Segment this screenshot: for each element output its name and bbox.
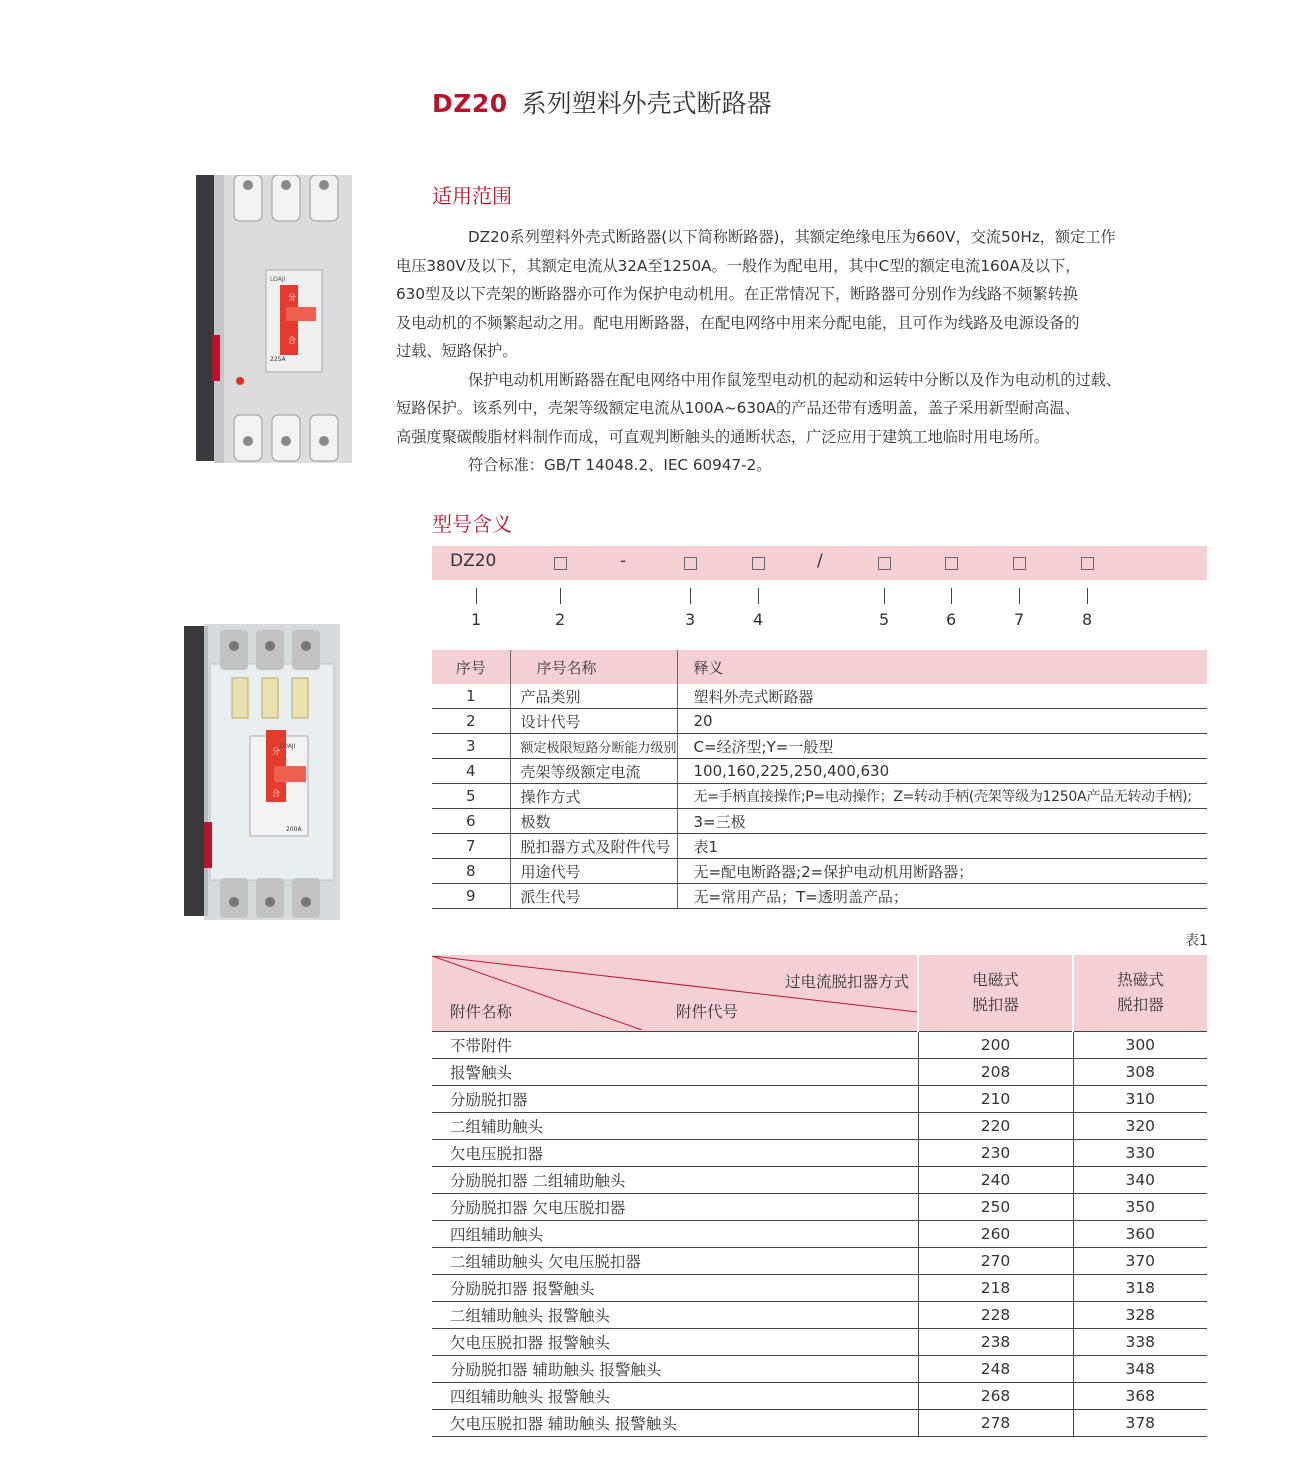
code-thermomagnetic: 370 xyxy=(1073,1248,1207,1275)
code-thermomagnetic: 310 xyxy=(1073,1086,1207,1113)
table-row xyxy=(432,1383,1207,1410)
scope-p1-line-4: 及电动机的不频繁起动之用。配电用断路器，在配电网络中用来分配电能，且可作为线路及电源设备的 xyxy=(396,313,1080,332)
row-meaning: 20 xyxy=(677,709,1207,734)
code-electromagnetic: 218 xyxy=(918,1275,1073,1302)
meaning-table-header xyxy=(432,650,1207,684)
table-row xyxy=(432,1302,1207,1329)
table-row xyxy=(432,784,1207,809)
breaker-image-1 xyxy=(196,175,356,465)
row-meaning: 无=配电断路器;2=保护电动机用断路器； xyxy=(677,859,1207,884)
scope-paragraph-1 xyxy=(396,223,1212,366)
table-row xyxy=(432,1329,1207,1356)
model-code-slash: / xyxy=(817,551,823,571)
accessory-name: 欠电压脱扣器 报警触头 xyxy=(432,1329,918,1356)
code-electromagnetic: 200 xyxy=(918,1032,1073,1059)
breaker1-brand: LOAJI xyxy=(270,276,286,283)
model-meaning-table xyxy=(432,650,1207,909)
code-tick-3 xyxy=(690,588,691,604)
scope-p1-line-5: 过载、短路保护。 xyxy=(396,342,518,360)
accessory-name: 分励脱扣器 欠电压脱扣器 xyxy=(432,1194,918,1221)
table1 xyxy=(432,955,1207,1437)
code-thermomagnetic: 328 xyxy=(1073,1302,1207,1329)
table-row xyxy=(432,734,1207,759)
table-row xyxy=(432,1221,1207,1248)
code-electromagnetic: 250 xyxy=(918,1194,1073,1221)
header-thermomagnetic xyxy=(1073,955,1207,1032)
section-heading-scope: 适用范围 xyxy=(432,184,512,208)
table-row xyxy=(432,1032,1207,1059)
code-electromagnetic: 278 xyxy=(918,1410,1073,1437)
code-electromagnetic: 220 xyxy=(918,1113,1073,1140)
row-name: 设计代号 xyxy=(510,709,677,734)
scope-p1-line-2: 电压380V及以下，其额定电流从32A至1250A。一般作为配电用，其中C型的额定电流160A及以下， xyxy=(396,256,1081,275)
diag-top-label: 过电流脱扣器方式 xyxy=(784,973,909,991)
code-thermomagnetic: 330 xyxy=(1073,1140,1207,1167)
breaker2-handle-bottom: 合 xyxy=(272,789,280,798)
accessory-name: 分励脱扣器 报警触头 xyxy=(432,1275,918,1302)
title-name: 系列塑料外壳式断路器 xyxy=(521,89,772,118)
code-thermomagnetic: 338 xyxy=(1073,1329,1207,1356)
code-position-8: 8 xyxy=(1082,610,1093,629)
header-col2-line1: 热磁式 xyxy=(1117,971,1164,989)
table-row xyxy=(432,1275,1207,1302)
code-thermomagnetic: 320 xyxy=(1073,1113,1207,1140)
code-box-8 xyxy=(1081,557,1094,570)
row-meaning: 无=常用产品；T=透明盖产品； xyxy=(677,884,1207,909)
code-electromagnetic: 270 xyxy=(918,1248,1073,1275)
scope-paragraph-2 xyxy=(396,366,1212,452)
code-box-4 xyxy=(752,557,765,570)
row-meaning: 无=手柄直接操作;P=电动操作；Z=转动手柄(壳架等级为1250A产品无转动手柄); xyxy=(677,784,1207,809)
code-box-7 xyxy=(1013,557,1026,570)
code-box-6 xyxy=(945,557,958,570)
row-meaning: 100,160,225,250,400,630 xyxy=(677,759,1207,784)
table-row xyxy=(432,809,1207,834)
breaker-image-2 xyxy=(184,624,344,924)
accessory-name: 分励脱扣器 xyxy=(432,1086,918,1113)
breaker1-handle-bottom: 合 xyxy=(288,336,296,345)
code-electromagnetic: 240 xyxy=(918,1167,1073,1194)
table-row xyxy=(432,1059,1207,1086)
table-row xyxy=(432,1167,1207,1194)
row-meaning: 塑料外壳式断路器 xyxy=(677,684,1207,709)
diag-mid-label: 附件代号 xyxy=(676,1003,739,1021)
code-thermomagnetic: 300 xyxy=(1073,1032,1207,1059)
table1-header xyxy=(432,955,1207,1032)
code-box-5 xyxy=(878,557,891,570)
accessory-name: 分励脱扣器 二组辅助触头 xyxy=(432,1167,918,1194)
header-meaning: 释义 xyxy=(677,650,1207,684)
row-meaning: 表1 xyxy=(677,834,1207,859)
code-thermomagnetic: 350 xyxy=(1073,1194,1207,1221)
page-title xyxy=(432,84,772,120)
code-position-3: 3 xyxy=(685,610,696,629)
table-row xyxy=(432,1356,1207,1383)
code-thermomagnetic: 378 xyxy=(1073,1410,1207,1437)
code-box-2 xyxy=(554,557,567,570)
row-meaning: 3=三极 xyxy=(677,809,1207,834)
table-row xyxy=(432,1248,1207,1275)
table-row xyxy=(432,1410,1207,1437)
accessory-name: 四组辅助触头 报警触头 xyxy=(432,1383,918,1410)
scope-p2-line-2: 短路保护。该系列中，壳架等级额定电流从100A~630A的产品还带有透明盖，盖子采用新型耐高温、 xyxy=(396,399,1080,417)
row-seq: 8 xyxy=(432,859,510,884)
row-seq: 3 xyxy=(432,734,510,759)
accessory-name: 二组辅助触头 xyxy=(432,1113,918,1140)
section-heading-model-meaning: 型号含义 xyxy=(432,512,512,536)
breaker1-handle-top: 分 xyxy=(288,293,296,302)
code-tick-5 xyxy=(884,588,885,604)
row-name: 壳架等级额定电流 xyxy=(510,759,677,784)
code-electromagnetic: 238 xyxy=(918,1329,1073,1356)
row-seq: 4 xyxy=(432,759,510,784)
row-seq: 6 xyxy=(432,809,510,834)
row-name: 脱扣器方式及附件代号 xyxy=(510,834,677,859)
code-thermomagnetic: 318 xyxy=(1073,1275,1207,1302)
code-position-5: 5 xyxy=(879,610,890,629)
accessory-name: 报警触头 xyxy=(432,1059,918,1086)
table-row xyxy=(432,1140,1207,1167)
code-tick-8 xyxy=(1087,588,1088,604)
accessory-name: 欠电压脱扣器 xyxy=(432,1140,918,1167)
header-seq: 序号 xyxy=(432,650,510,684)
accessory-name: 二组辅助触头 欠电压脱扣器 xyxy=(432,1248,918,1275)
code-electromagnetic: 248 xyxy=(918,1356,1073,1383)
code-position-4: 4 xyxy=(753,610,764,629)
table-row xyxy=(432,1194,1207,1221)
breaker2-brand: LOAJI xyxy=(280,743,296,750)
code-electromagnetic: 210 xyxy=(918,1086,1073,1113)
code-tick-6 xyxy=(951,588,952,604)
scope-p3-line-1: 符合标准：GB/T 14048.2、IEC 60947-2。 xyxy=(468,456,772,474)
accessory-name: 分励脱扣器 辅助触头 报警触头 xyxy=(432,1356,918,1383)
code-electromagnetic: 260 xyxy=(918,1221,1073,1248)
row-seq: 7 xyxy=(432,834,510,859)
row-name: 用途代号 xyxy=(510,859,677,884)
code-box-3 xyxy=(684,557,697,570)
code-thermomagnetic: 308 xyxy=(1073,1059,1207,1086)
table-row xyxy=(432,834,1207,859)
diag-left-label: 附件名称 xyxy=(450,1003,513,1021)
code-electromagnetic: 230 xyxy=(918,1140,1073,1167)
breaker2-rating: 200A xyxy=(286,826,302,833)
code-thermomagnetic: 360 xyxy=(1073,1221,1207,1248)
code-position-6: 6 xyxy=(946,610,957,629)
code-electromagnetic: 208 xyxy=(918,1059,1073,1086)
row-name: 极数 xyxy=(510,809,677,834)
breaker2-handle-top: 分 xyxy=(272,747,280,756)
header-col1-line2: 脱扣器 xyxy=(972,996,1019,1014)
title-model: DZ20 xyxy=(432,89,508,118)
header-col2-line2: 脱扣器 xyxy=(1117,996,1164,1014)
code-electromagnetic: 228 xyxy=(918,1302,1073,1329)
row-meaning: C=经济型;Y=一般型 xyxy=(677,734,1207,759)
row-seq: 2 xyxy=(432,709,510,734)
scope-paragraph-3 xyxy=(432,451,1212,480)
header-col1-line1: 电磁式 xyxy=(972,971,1019,989)
row-name: 派生代号 xyxy=(510,884,677,909)
row-name: 操作方式 xyxy=(510,784,677,809)
table-row xyxy=(432,884,1207,909)
row-name: 产品类别 xyxy=(510,684,677,709)
scope-text xyxy=(396,223,1212,480)
scope-p1-line-3: 630型及以下壳架的断路器亦可作为保护电动机用。在正常情况下，断路器可分别作为线路不频繁转换 xyxy=(396,285,1079,303)
code-thermomagnetic: 368 xyxy=(1073,1383,1207,1410)
row-seq: 9 xyxy=(432,884,510,909)
accessory-name: 四组辅助触头 xyxy=(432,1221,918,1248)
header-electromagnetic xyxy=(918,955,1073,1032)
row-seq: 1 xyxy=(432,684,510,709)
code-tick-2 xyxy=(560,588,561,604)
table-row xyxy=(432,859,1207,884)
table1-diagonal-header xyxy=(432,955,918,1032)
code-tick-1 xyxy=(476,588,477,604)
code-thermomagnetic: 348 xyxy=(1073,1356,1207,1383)
code-tick-7 xyxy=(1019,588,1020,604)
code-position-2: 2 xyxy=(555,610,566,629)
code-position-1: 1 xyxy=(471,610,482,629)
table-row xyxy=(432,684,1207,709)
accessory-name: 不带附件 xyxy=(432,1032,918,1059)
scope-p2-line-3: 高强度聚碳酸脂材料制作而成，可直观判断触头的通断状态，广泛应用于建筑工地临时用电场所。 xyxy=(396,427,1050,446)
table-row xyxy=(432,709,1207,734)
table-row xyxy=(432,759,1207,784)
model-code-dash: - xyxy=(620,551,627,571)
model-code-prefix: DZ20 xyxy=(450,551,497,571)
table-row xyxy=(432,1086,1207,1113)
scope-p1-line-1: DZ20系列塑料外壳式断路器(以下简称断路器)，其额定绝缘电压为660V，交流50Hz，额定工作 xyxy=(468,228,1116,246)
code-thermomagnetic: 340 xyxy=(1073,1167,1207,1194)
row-seq: 5 xyxy=(432,784,510,809)
code-tick-4 xyxy=(758,588,759,604)
scope-p2-line-1: 保护电动机用断路器在配电网络中用作鼠笼型电动机的起动和运转中分断以及作为电动机的过载、 xyxy=(468,370,1122,389)
code-position-7: 7 xyxy=(1014,610,1025,629)
code-electromagnetic: 268 xyxy=(918,1383,1073,1410)
header-seq-name: 序号名称 xyxy=(510,650,677,684)
table1-caption: 表1 xyxy=(1185,933,1208,949)
row-name: 额定极限短路分断能力级别 xyxy=(510,734,677,759)
breaker1-rating: 225A xyxy=(270,356,286,363)
accessory-name: 欠电压脱扣器 辅助触头 报警触头 xyxy=(432,1410,918,1437)
accessory-name: 二组辅助触头 报警触头 xyxy=(432,1302,918,1329)
table-row xyxy=(432,1113,1207,1140)
